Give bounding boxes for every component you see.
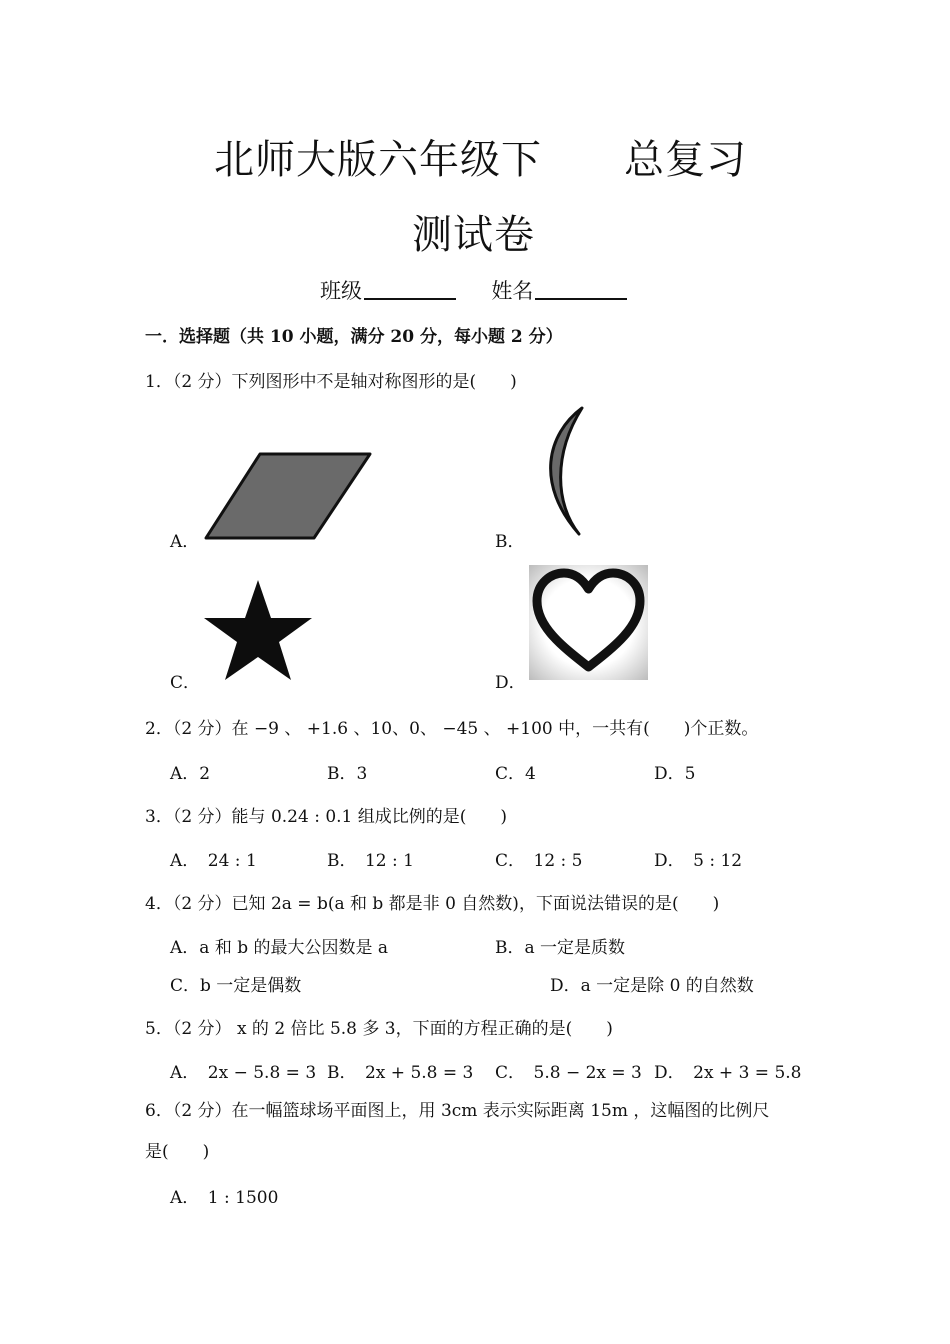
q3-option-c: C． 12 : 5 <box>495 851 583 871</box>
q2-option-c: C．4 <box>495 764 536 784</box>
question-6-stem-line1: 6．（2 分）在一幅篮球场平面图上，用 3cm 表示实际距离 15m ，这幅图的比例尺 <box>145 1101 770 1121</box>
q1-option-b: B． <box>495 532 525 552</box>
section-heading: 一．选择题（共 10 小题，满分 20 分，每小题 2 分） <box>145 327 563 347</box>
page-subtitle: 测试卷 <box>412 212 535 258</box>
q3-option-b: B． 12 : 1 <box>327 851 414 871</box>
q5-option-c: C． 5.8 − 2x = 3 <box>495 1063 642 1083</box>
q1-option-a: A． <box>170 532 200 552</box>
question-6-stem-line2: 是( ) <box>145 1142 210 1162</box>
q6-option-a: A． 1 : 1500 <box>170 1188 279 1208</box>
q5-option-a: A． 2x − 5.8 = 3 <box>170 1063 317 1083</box>
name-label: 姓名 <box>491 279 534 303</box>
q4-option-c: C．b 一定是偶数 <box>170 976 302 996</box>
q4-option-a: A．a 和 b 的最大公因数是 a <box>170 938 389 958</box>
student-info <box>320 275 627 305</box>
question-1-stem: 1．（2 分）下列图形中不是轴对称图形的是( ) <box>145 372 517 392</box>
name-blank <box>535 280 627 300</box>
question-4-stem: 4．（2 分）已知 2a = b(a 和 b 都是非 0 自然数)，下面说法错误的是( ) <box>145 894 720 914</box>
q2-option-b: B．3 <box>327 764 368 784</box>
q1-option-c: C． <box>170 673 201 693</box>
parallelogram-icon <box>204 450 374 542</box>
q3-option-a: A． 24 : 1 <box>170 851 257 871</box>
star-icon <box>202 578 314 682</box>
q4-option-b: B．a 一定是质数 <box>495 938 626 958</box>
q5-option-d: D． 2x + 3 = 5.8 <box>654 1063 802 1083</box>
page-title: 北师大版六年级下 总复习 <box>214 137 747 183</box>
class-label: 班级 <box>320 279 362 303</box>
q2-option-d: D．5 <box>654 764 696 784</box>
q2-option-a: A．2 <box>170 764 211 784</box>
question-5-stem: 5．（2 分） x 的 2 倍比 5.8 多 3，下面的方程正确的是( ) <box>145 1019 613 1039</box>
question-2-stem: 2．（2 分）在 −9 、 +1.6 、10、0、 −45 、 +100 中，一共有( )个正数。 <box>145 719 759 739</box>
q3-option-d: D． 5 : 12 <box>654 851 743 871</box>
class-blank <box>364 280 456 300</box>
q1-option-d: D． <box>495 673 526 693</box>
crescent-icon <box>527 404 589 540</box>
q5-option-b: B． 2x + 5.8 = 3 <box>327 1063 474 1083</box>
q4-option-d: D．a 一定是除 0 的自然数 <box>550 976 754 996</box>
heart-icon <box>529 565 648 680</box>
question-3-stem: 3．（2 分）能与 0.24 : 0.1 组成比例的是( ) <box>145 807 508 827</box>
